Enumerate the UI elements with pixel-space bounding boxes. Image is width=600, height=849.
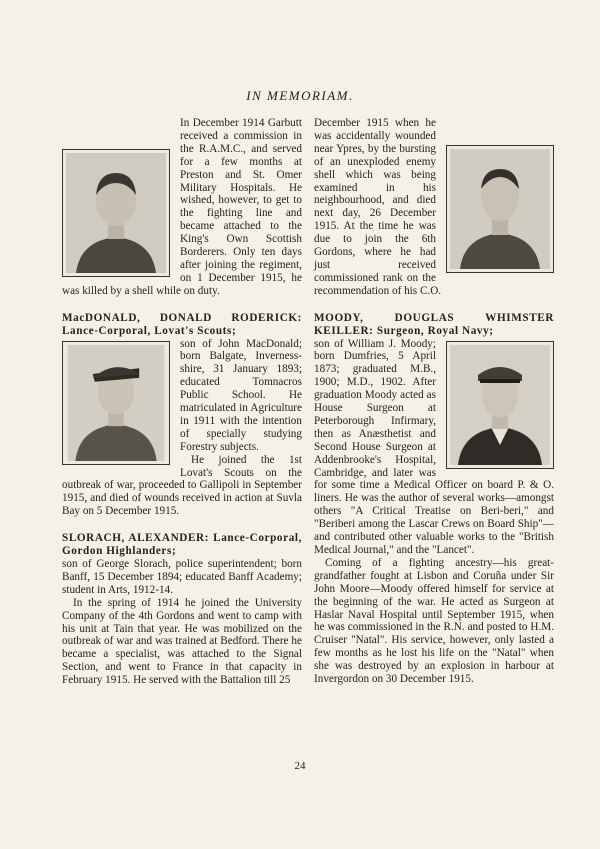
- macdonald-entry: [62, 312, 302, 338]
- left-column: [62, 117, 302, 687]
- moody-heading: MOODY, DOUGLAS WHIMSTER KEILLER: Surgeon, Royal Navy;: [314, 311, 554, 337]
- page-title: IN MEMORIAM.: [246, 88, 354, 103]
- portrait-garbutt: [62, 149, 170, 277]
- slorach-continued-text: December 1915 when he was accidentally wounded near Ypres, by the bursting of an unexploded enemy shell which was being examined in his neighbourhood, and died next day, 26 December 1915. At the time he was due to join the 6th Gordons, where he had just received commissioned rank on the recommendation of his C.O.: [314, 117, 442, 297]
- slorach-text-1: son of George Slorach, police superintendent; born Banff, 15 December 1894; educated Banff Academy; student in Arts, 1912-14.: [62, 558, 302, 596]
- macdonald-heading: MacDONALD, DONALD RODERICK: Lance-Corporal, Lovat's Scouts;: [62, 311, 302, 337]
- slorach-entry: [62, 532, 302, 558]
- moody-text-2: Coming of a fighting ancestry—his great-grandfather fought at Lisbon and Coruña under Sir John Moore—Moody offered himself for service at the beginning of the war. He acted as Surgeon at Haslar Naval Hospital until September 1915, when he was commissioned in the R.N. and posted to H.M. Cruiser "Natal". His service, however, only lasted a few months as he lost his life on the "Natal" when she was destroyed by an explosion in harbour at Invergordon on 30 December 1915.: [314, 556, 554, 686]
- page-number: 24: [294, 760, 306, 772]
- slorach-heading: SLORACH, ALEXANDER: Lance-Corporal, Gordon Highlanders;: [62, 532, 302, 558]
- slorach-text-2: In the spring of 1914 he joined the University Company of the 4th Gordons and went to camp with his unit at Tain that year. He was mobilized on the outbreak of war and was trained at Bedford. There he became a specialist, was attached to the Signal Section, and went to France in that capacity in February 1915. He served with the Battalion till 25: [62, 596, 302, 687]
- soldier-portrait-icon: [450, 149, 550, 269]
- naval-officer-portrait-icon: [450, 345, 550, 465]
- right-column: [314, 117, 554, 686]
- soldier-portrait-icon: [66, 153, 166, 273]
- macdonald-text-2: He joined the 1st Lovat's Scouts on the outbreak of war, proceeded to Gallipoli in September 1915, and died of wounds received in action at Suvla Bay on 5 December 1915.: [62, 453, 302, 518]
- soldier-glengarry-portrait-icon: [66, 345, 166, 461]
- moody-entry: [314, 312, 554, 338]
- portrait-slorach: [446, 145, 554, 273]
- moody-text-1: son of William J. Moody; born Dumfries, 5 April 1873; graduated M.B., 1900; M.D., 1902. After graduation Moody acted as House Surgeon at Peterborough Infirmary, then as Anæsthetist and Second House Surgeon at Addenbrooke's Hospital, Cambridge, and later was for some time a Medical Officer on board P. & O. liners. He was the author of several works—amongst others "A Critical Treatise on Beri-beri," and "Beriberi among the Lascar Crews on Board Ship"—and contributed other valuable works to the "British Medical Journal," and the "Lancet".: [314, 337, 554, 556]
- portrait-moody: [446, 341, 554, 469]
- macdonald-text-1: son of John MacDonald; born Balgate, Inverness-shire, 31 January 1893; educated Tomnacros Public School. He matriculated in Agriculture in 1911 with the intention of specially studying Forestry subjects.: [180, 337, 302, 453]
- portrait-macdonald: [62, 341, 170, 465]
- garbutt-text: In December 1914 Garbutt received a commission in the R.A.M.C., and served for a few months at Preston and St. Omer Military Hospitals. He wished, however, to get to the fighting line and became attached to the King's Own Scottish Borderers. Only ten days after joining the regiment, on 1 December 1915, he was killed by a shell while on duty.: [62, 117, 302, 297]
